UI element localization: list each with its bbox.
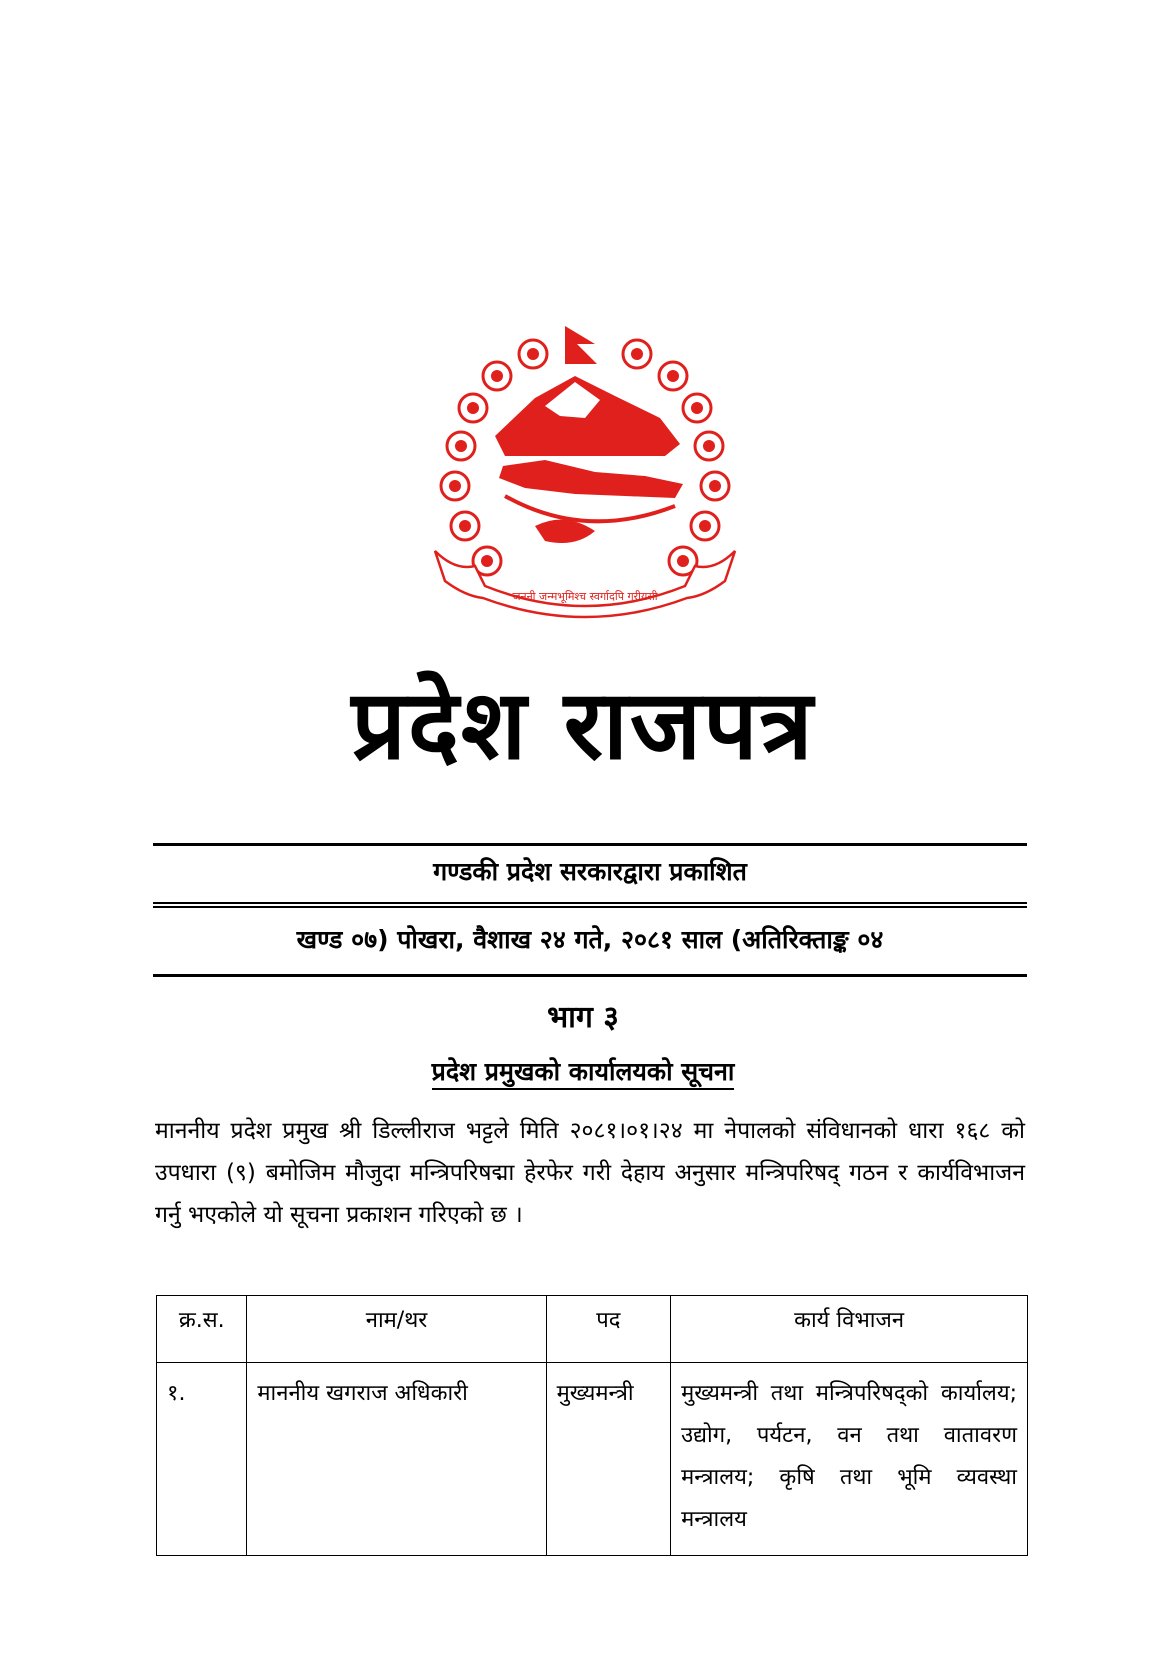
table-row: [157, 1363, 1028, 1556]
coat-of-arms-emblem: [425, 326, 745, 626]
cell-portfolio: मुख्यमन्त्री तथा मन्त्रिपरिषद्को कार्यालय; उद्योग, पर्यटन, वन तथा वातावरण मन्त्रालय; कृषि तथा भूमि व्यवस्था मन्त्रालय: [671, 1363, 1028, 1556]
header-name: नाम/थर: [247, 1296, 546, 1363]
table-header-row: [157, 1296, 1028, 1363]
cell-name: माननीय खगराज अधिकारी: [247, 1363, 546, 1556]
header-post: पद: [546, 1296, 671, 1363]
gazette-title: प्रदेश राजपत्र: [351, 669, 815, 781]
bottom-rule: [153, 974, 1027, 977]
notice-body: माननीय प्रदेश प्रमुख श्री डिल्लीराज भट्टले मिति २०८१।०१।२४ मा नेपालको संविधानको धारा १६८ को उपधारा (९) बमोजिम मौजुदा मन्त्रिपरिषद्मा हेरफेर गरी देहाय अनुसार मन्त्रिपरिषद् गठन र कार्यविभाजन गर्नु भएकोले यो सूचना प्रकाशन गरिएको छ ।: [155, 1118, 1025, 1228]
part-heading: भाग ३: [547, 1000, 619, 1035]
double-rule-lower: [153, 906, 1027, 908]
notice-title-text: प्रदेश प्रमुखको कार्यालयको सूचना: [432, 1057, 735, 1090]
nepal-coat-of-arms-icon: [425, 326, 745, 626]
double-rule-upper: [153, 902, 1027, 904]
emblem-motto: जननी जन्मभूमिश्च स्वर्गादपि गरीयसी: [512, 590, 658, 603]
issue-line: खण्ड ०७) पोखरा, वैशाख २४ गते, २०८१ साल (अतिरिक्ताङ्क ०४: [296, 925, 884, 954]
header-serial: क्र.स.: [157, 1296, 247, 1363]
header-portfolio: कार्य विभाजन: [671, 1296, 1028, 1363]
cell-serial: १.: [157, 1363, 247, 1556]
publisher-line: गण्डकी प्रदेश सरकारद्वारा प्रकाशित: [433, 857, 747, 886]
notice-title: [0, 1052, 1166, 1092]
cabinet-table: [156, 1295, 1028, 1556]
cell-post: मुख्यमन्त्री: [546, 1363, 671, 1556]
top-rule: [153, 843, 1027, 846]
